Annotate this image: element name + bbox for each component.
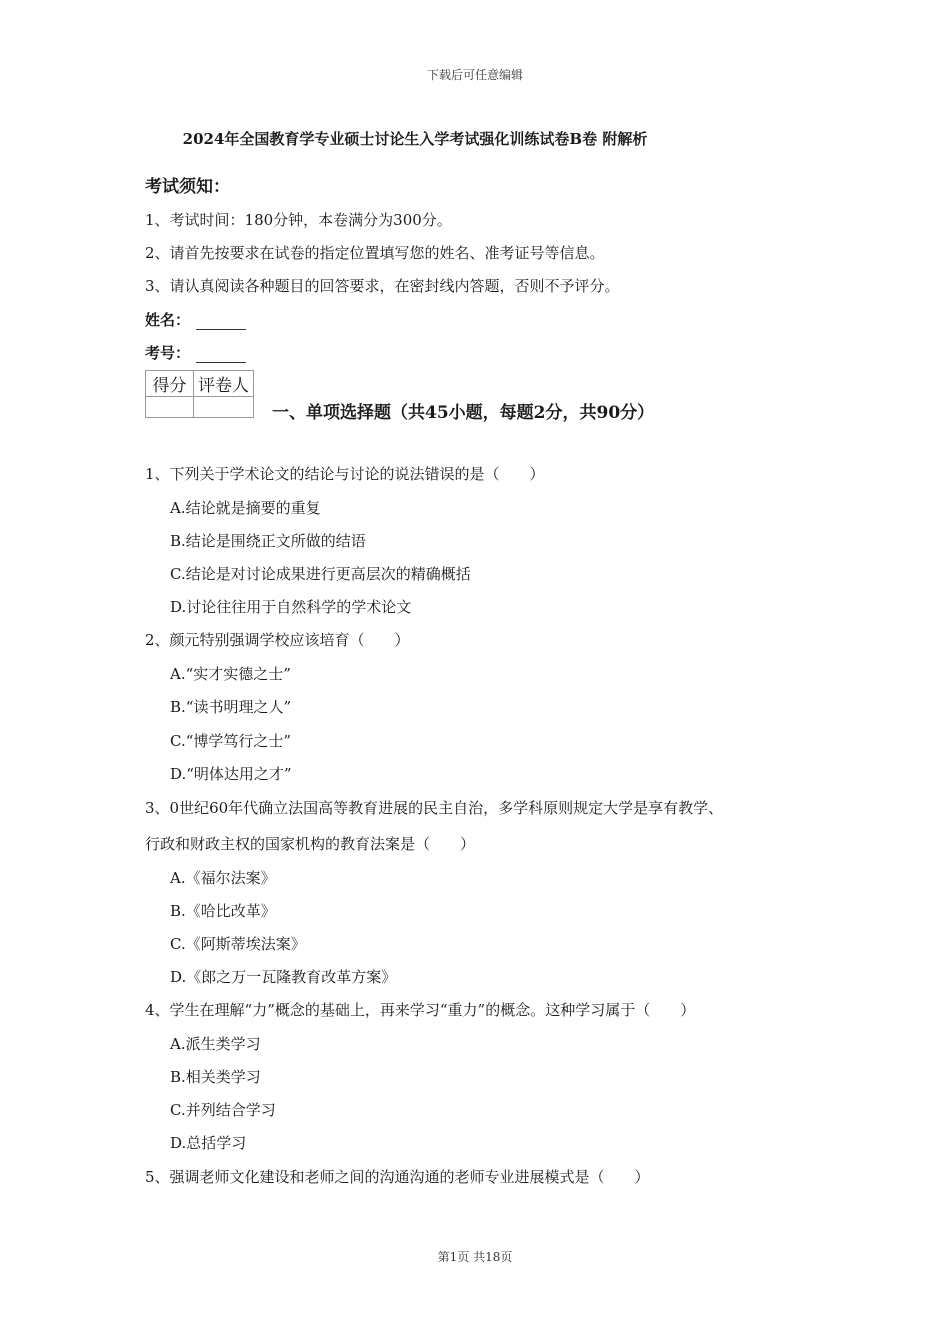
- name-field: [145, 309, 246, 330]
- question-2-option-a: A.“实才实德之士”: [170, 665, 291, 683]
- grader-cell[interactable]: [194, 397, 254, 418]
- score-table: [145, 370, 254, 418]
- question-2-option-b: B.“读书明理之人”: [170, 698, 292, 716]
- question-3-stem-cont: 行政和财政主权的国家机构的教育法案是（ ）: [145, 835, 476, 853]
- document-title: 2024年全国教育学专业硕士讨论生入学考试强化训练试卷B卷 附解析: [182, 130, 648, 148]
- notice-item-2: 2、请首先按要求在试卷的指定位置填写您的姓名、准考证号等信息。: [145, 244, 605, 262]
- id-field: [145, 342, 246, 363]
- question-3-option-a: A.《福尔法案》: [170, 869, 276, 887]
- notice-heading: 考试须知：: [145, 177, 230, 197]
- score-header: 得分: [146, 371, 194, 397]
- question-2-stem: 2、颜元特别强调学校应该培育（ ）: [145, 631, 410, 649]
- question-3-option-b: B.《哈比改革》: [170, 902, 276, 920]
- question-1-option-a: A.结论就是摘要的重复: [170, 499, 321, 517]
- question-3-option-c: C.《阿斯蒂埃法案》: [170, 935, 306, 953]
- question-4-option-c: C.并列结合学习: [170, 1101, 276, 1119]
- question-4-option-b: B.相关类学习: [170, 1068, 261, 1086]
- question-2-option-d: D.“明体达用之才”: [170, 765, 292, 783]
- name-label: 姓名：: [145, 311, 191, 329]
- notice-item-1: 1、考试时间：180分钟，本卷满分为300分。: [145, 211, 452, 229]
- question-4-option-d: D.总括学习: [170, 1134, 247, 1152]
- question-1-option-b: B.结论是围绕正文所做的结语: [170, 532, 366, 550]
- grader-header: 评卷人: [194, 371, 254, 397]
- page-footer: 第1页 共18页: [437, 1250, 513, 1264]
- header-note: 下载后可任意编辑: [426, 68, 523, 82]
- question-4-option-a: A.派生类学习: [170, 1035, 261, 1053]
- id-label: 考号：: [145, 344, 191, 362]
- question-3-option-d: D.《郎之万一瓦隆教育改革方案》: [170, 968, 397, 986]
- question-1-option-c: C.结论是对讨论成果进行更高层次的精确概括: [170, 565, 471, 583]
- question-1-option-d: D.讨论往往用于自然科学的学术论文: [170, 598, 412, 616]
- question-3-stem: 3、0世纪60年代确立法国高等教育进展的民主自治，多学科原则规定大学是享有教学、: [145, 799, 724, 817]
- question-4-stem: 4、学生在理解“力”概念的基础上，再来学习“重力”的概念。这种学习属于（ ）: [145, 1001, 696, 1019]
- notice-item-3: 3、请认真阅读各种题目的回答要求，在密封线内答题，否则不予评分。: [145, 277, 620, 295]
- question-5-stem: 5、强调老师文化建设和老师之间的沟通沟通的老师专业进展模式是（ ）: [145, 1168, 650, 1186]
- score-cell[interactable]: [146, 397, 194, 418]
- name-blank[interactable]: [196, 315, 246, 330]
- question-1-stem: 1、下列关于学术论文的结论与讨论的说法错误的是（ ）: [145, 465, 545, 483]
- id-blank[interactable]: [196, 348, 246, 363]
- question-2-option-c: C.“博学笃行之士”: [170, 732, 292, 750]
- section-title: 一、单项选择题（共45小题，每题2分，共90分）: [272, 403, 655, 423]
